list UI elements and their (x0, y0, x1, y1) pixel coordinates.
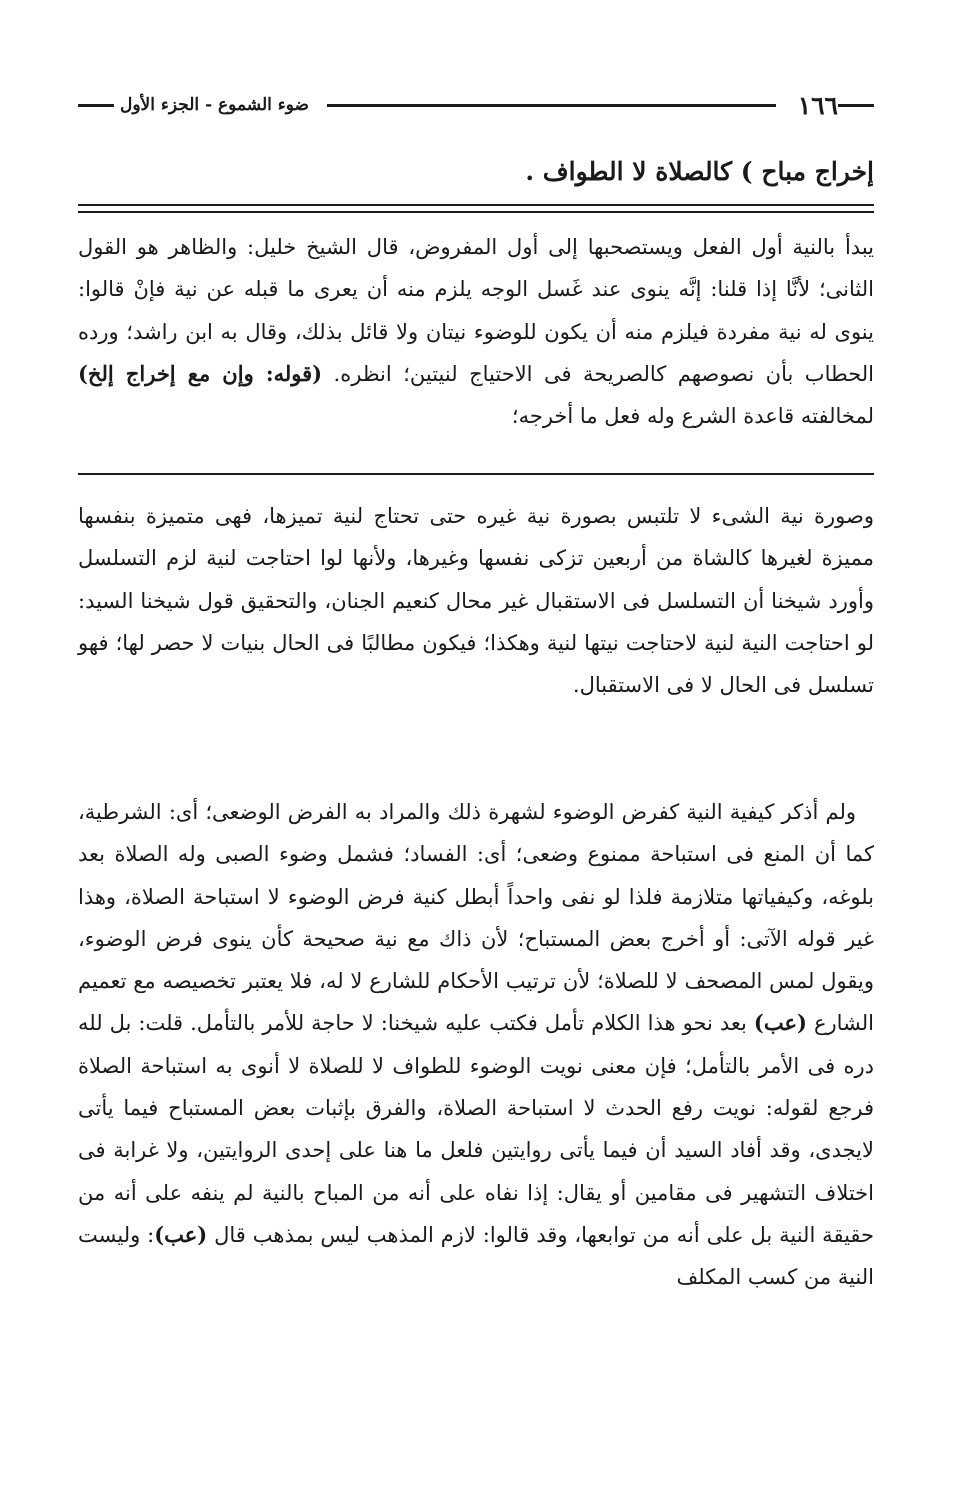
page-number: ١٦٦ (797, 90, 838, 120)
main-paragraph-1: وصورة نية الشىء لا تلتبس بصورة نية غيره حتى تحتاج لنية تميزها، فهى متميزة بنفسها مميزة لغيرها كالشاة من أربعين تزكى نفسها وغيرها، ولأنها لوا احتاجت لنية لزم التسلسل وأورد شيخنا أن التسلسل فى الاستقبال غير محال كنعيم الجنان، والتحقيق قول شيخنا السيد: لو احتاجت النية لنية لاحتاجت نيتها لنية وهكذا؛ فيكون مطالبًا فى الحال بنيات لا حصر لها؛ فهو تسلسل فى الحال لا فى الاستقبال. (78, 504, 874, 698)
header-rule (327, 104, 776, 107)
footnote-block (78, 226, 874, 437)
bold-abbreviation-2: (عب) (154, 1221, 208, 1247)
footnote-bold-quote: (قوله: وإن مع إخراج إلخ) (78, 360, 323, 386)
footnote-text-after: لمخالفته قاعدة الشرع وله فعل ما أخرجه؛ (511, 404, 874, 429)
main-paragraph-2-part-3: : وليست النية من كسب المكلف (78, 1222, 874, 1290)
running-title: ضوء الشموع - الجزء الأول (120, 95, 309, 115)
footnote-text-before: يبدأ بالنية أول الفعل ويستصحبها إلى أول المفروض، قال الشيخ خليل: والظاهر هو القول الثانى؛ لأنَّا إذا قلنا: إنَّه ينوى عند غَسل الوجه يلزم منه أن يعرى ما قبله عن نية فإنْ قالوا: ينوى له نية مفردة فيلزم منه أن يكون للوضوء نيتان ولا قائل بذلك، وقال به ابن راشد؛ ورده الحطاب بأن نصوصهم كالصريحة فى الاحتياج لنيتين؛ انظره. (78, 235, 874, 386)
main-paragraph-2-part-1: ولم أذكر كيفية النية كفرض الوضوء لشهرة ذلك والمراد به الفرض الوضعى؛ أى: الشرطية، كما أن المنع فى استباحة ممنوع وضعى؛ أى: الفساد؛ فشمل وضوء الصبى وله الصلاة بعد بلوغه، وكيفياتها متلازمة فلذا لو نفى واحداً أبطل كنية فرض الوضوء لا استباحة الصلاة، وهذا غير قوله الآتى: أو أخرج بعض المستباح؛ لأن ذاك مع نية صحيحة كأن ينوى فرض الوضوء، ويقول لمس المصحف لا للصلاة؛ لأن ترتيب الأحكام للشارع لا له، فلا يعتبر تخصيصه مع تعميم الشارع (78, 800, 874, 1036)
single-separator-rule (78, 473, 874, 475)
bold-abbreviation-1: (عب) (753, 1010, 807, 1036)
continuation-line: إخراج مباح ) كالصلاة لا الطواف . (525, 157, 874, 186)
main-text-block-1 (78, 495, 874, 706)
main-text-block-2 (78, 791, 874, 1299)
main-paragraph-2 (78, 791, 874, 1299)
header-dash-right (838, 104, 874, 107)
main-paragraph-2-part-2: بعد نحو هذا الكلام تأمل فكتب عليه شيخنا: لا حاجة للأمر بالتأمل. قلت: بل لله دره فى الأمر بالتأمل؛ فإن معنى نويت الوضوء للطواف لا للصلاة لا أنوى به استباحة الصلاة فرجع لقوله: نويت رفع الحدث لا استباحة الصلاة، والفرق بإثبات بعض المستباح فيما يأتى لايجدى، وقد أفاد السيد أن فيما يأتى روايتين فلعل ما هنا على إحدى الروايتين، ولا غرابة فى اختلاف التشهير فى مقامين أو يقال: إذا نفاه على أنه من المباح بالنية لم ينفه على أنه من حقيقة النية بل على أنه من توابعها، وقد قالوا: لازم المذهب ليس بمذهب قال (78, 1011, 875, 1247)
double-separator-rule (78, 204, 874, 213)
page-header (78, 88, 874, 122)
header-dash-left (78, 104, 114, 107)
footnote-paragraph (78, 226, 874, 437)
